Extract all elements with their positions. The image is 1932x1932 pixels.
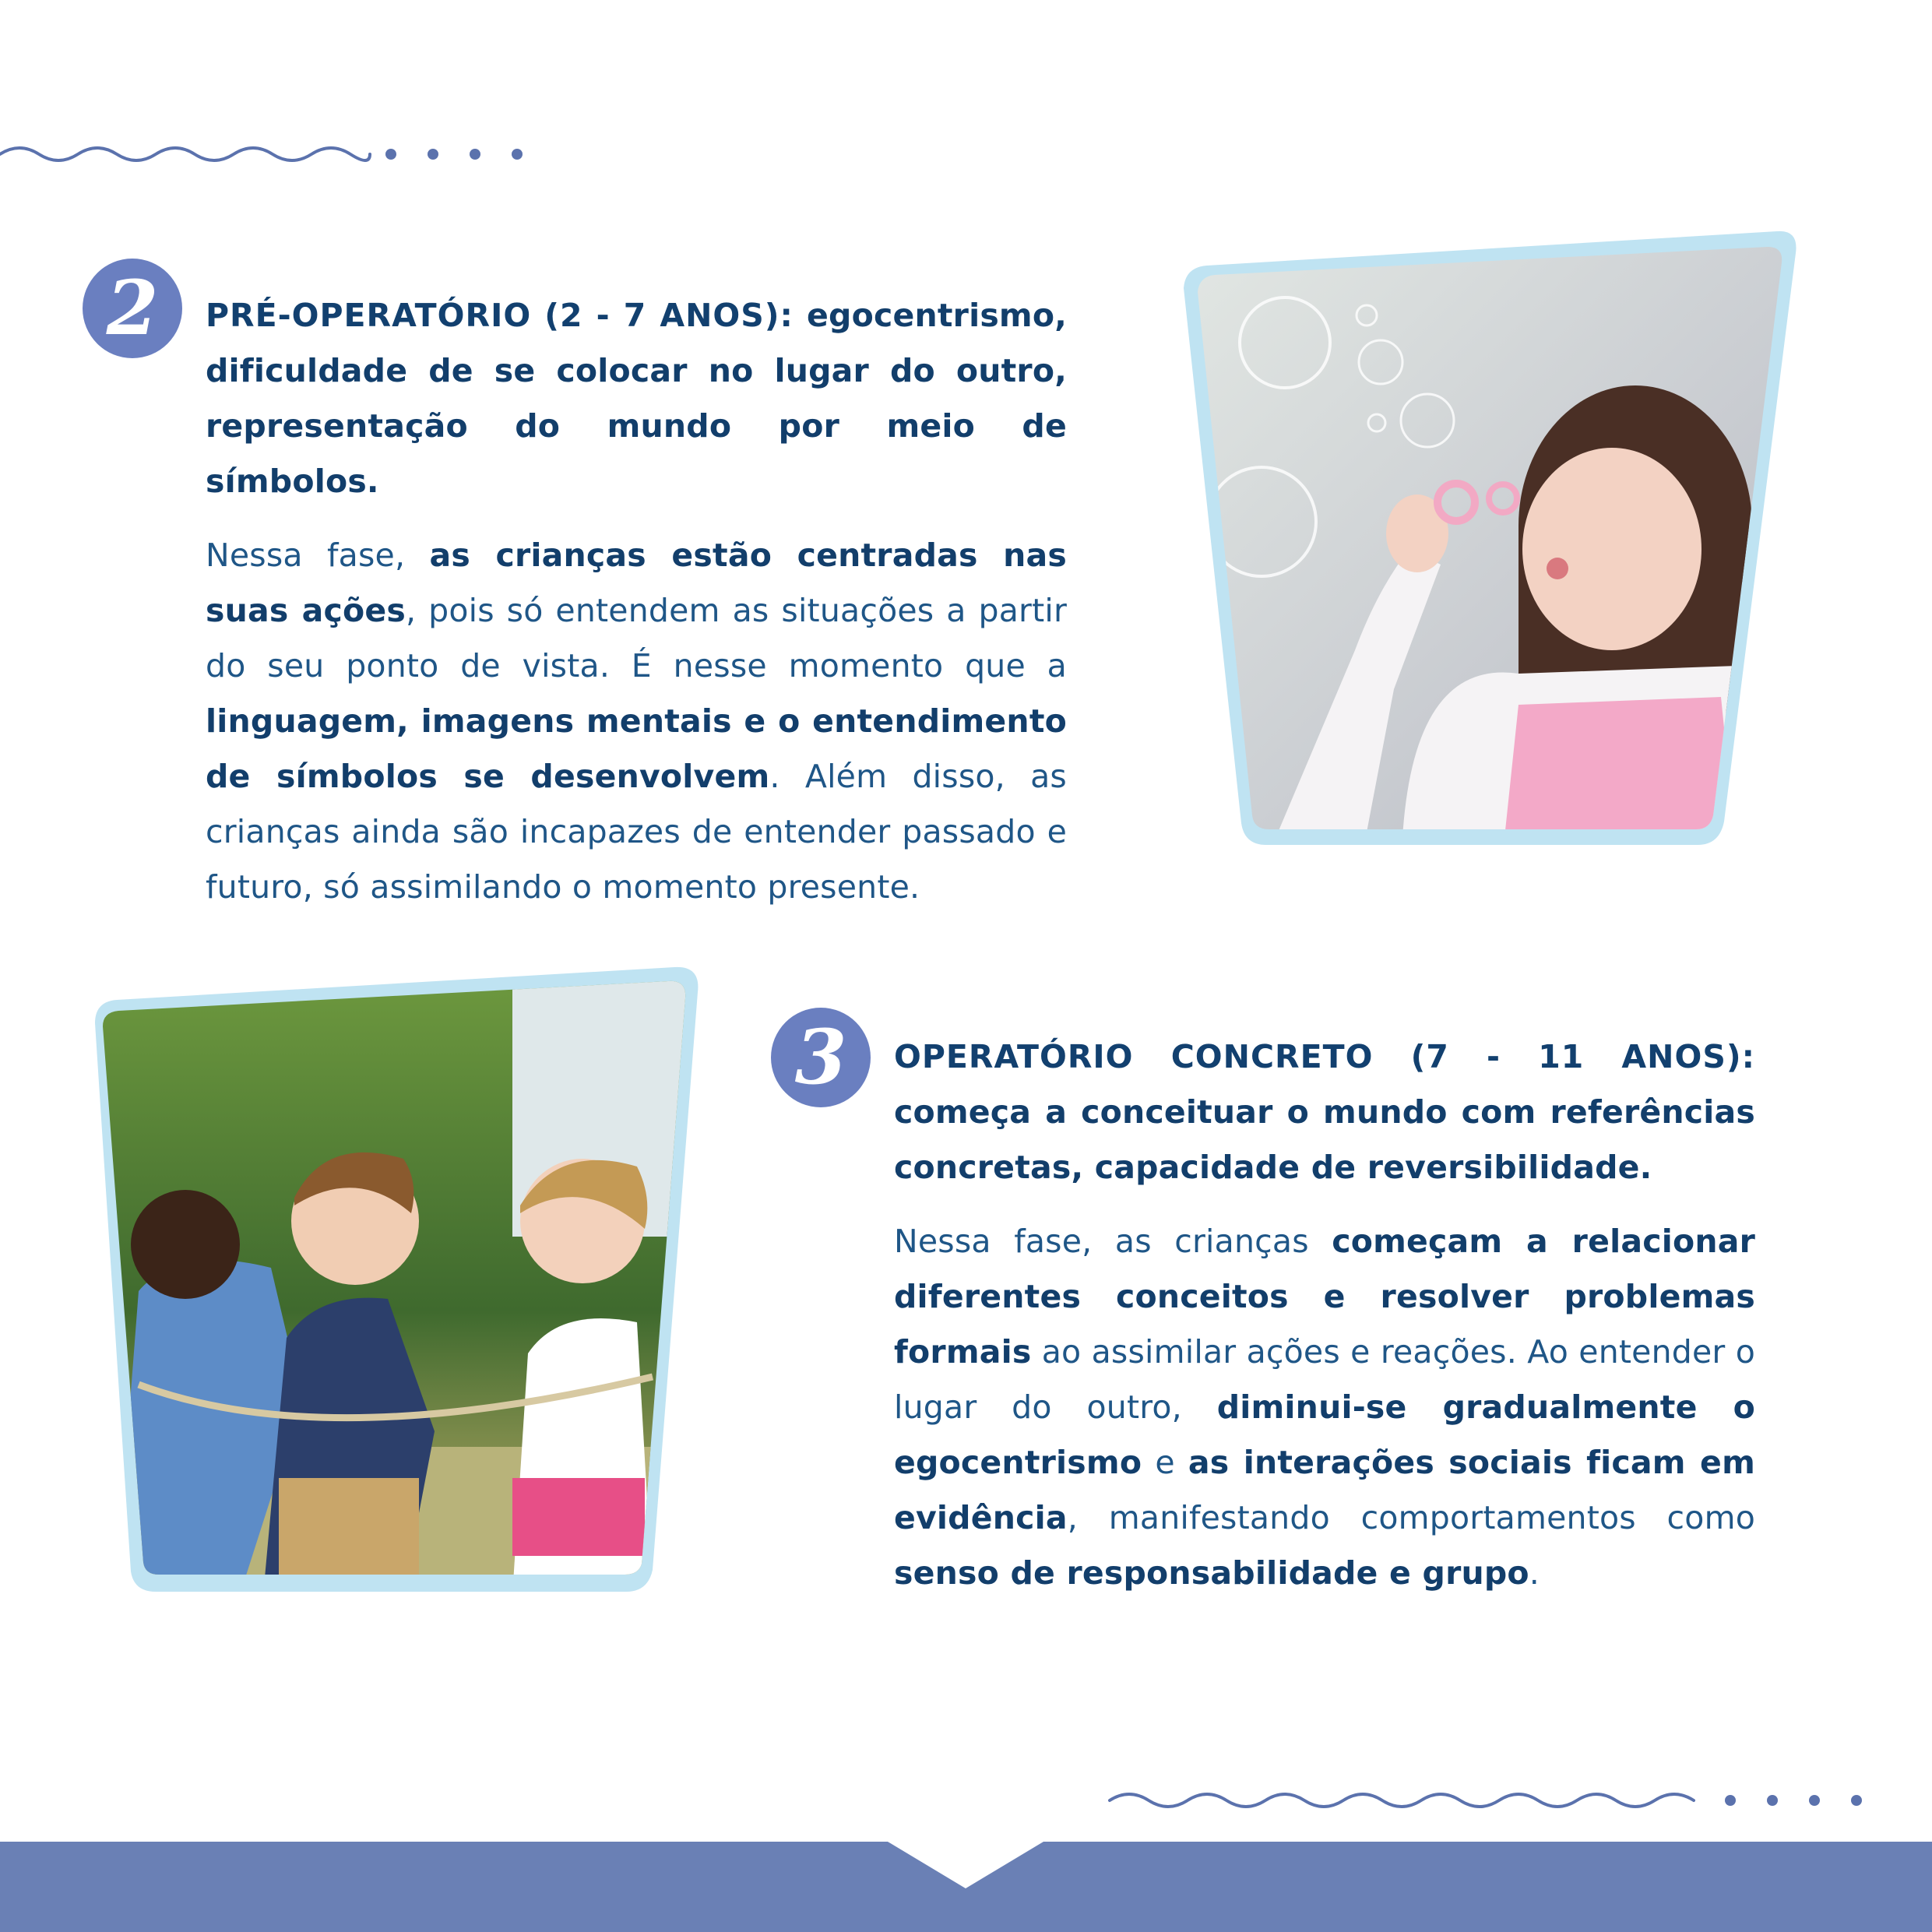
section-2-p3: , pois só entendem as situações a partir do seu ponto de vista. É nesse momento que a [206, 592, 1068, 684]
section-2-title: PRÉ-OPERATÓRIO (2 - 7 ANOS): [206, 297, 808, 334]
section-2-p2: as crianças estão centradas nas suas ações [206, 537, 1067, 629]
section-2-number-badge: 2 [83, 259, 182, 358]
section-3-p9: . [1529, 1554, 1540, 1592]
top-wave-decoration [0, 140, 545, 171]
section-2-summary: egocentrismo, dificuldade de se colocar no lugar do outro, representação do mundo por meio de símbolos. [206, 297, 1067, 500]
section-2-p5: . Além disso, as crianças ainda são incapazes de entender passado e futuro, só assimilando o momento presente. [206, 758, 1067, 906]
section-3-p3: ao assimilar ações e reações. Ao entender o lugar do outro, [894, 1333, 1755, 1426]
section-2-paragraph [206, 528, 1067, 915]
section-3-paragraph [894, 1214, 1755, 1601]
section-3-p2: começam a relacionar diferentes conceitos e resolver problemas formais [894, 1223, 1755, 1371]
section-2-text [206, 288, 1067, 915]
section-2-p4: linguagem, imagens mentais e o entendimento de símbolos se desenvolvem [206, 702, 1067, 795]
section-3-summary: começa a conceituar o mundo com referências concretas, capacidade de reversibilidade. [894, 1093, 1755, 1186]
section-3-p4: diminui-se gradualmente o egocentrismo [894, 1388, 1755, 1481]
section-3-number-badge: 3 [771, 1008, 871, 1107]
girl-blowing-bubbles-photo [1176, 222, 1799, 853]
section-3-title: OPERATÓRIO CONCRETO (7 - 11 ANOS): [894, 1038, 1755, 1075]
footer-notch-decoration [888, 1842, 1043, 1890]
section-2-heading [206, 288, 1067, 509]
section-3-p8: senso de responsabilidade e grupo [894, 1554, 1529, 1592]
bottom-wave-decoration [1106, 1785, 1884, 1816]
section-3-text [894, 1029, 1755, 1601]
children-tug-of-war-photo [92, 964, 715, 1595]
section-3-p6: as interações sociais ficam em evidência [894, 1444, 1755, 1536]
section-3-p7: , manifestando comportamentos como [1067, 1499, 1755, 1536]
section-3-p1: Nessa fase, as crianças [894, 1223, 1332, 1260]
section-2-p1: Nessa fase, [206, 537, 430, 574]
section-3-p5: e [1142, 1444, 1188, 1481]
section-3-heading [894, 1029, 1755, 1195]
